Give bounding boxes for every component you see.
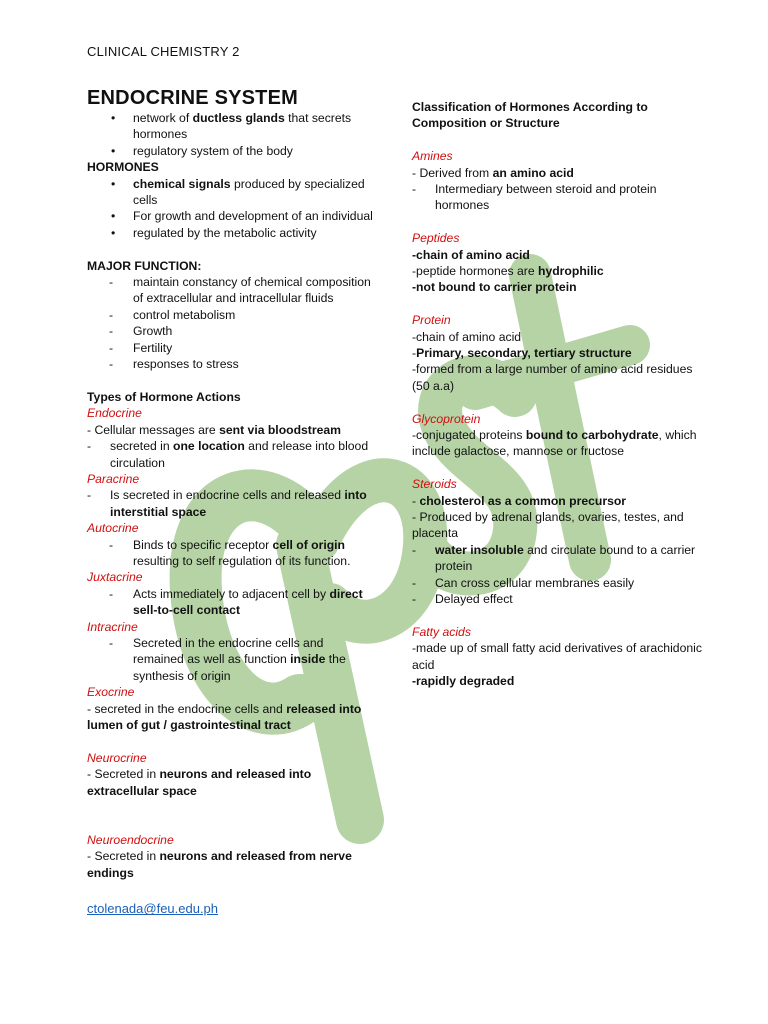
list-item: - water insoluble and circulate bound to a carrier protein — [412, 542, 696, 574]
dash-marker: - — [109, 324, 114, 339]
text-line: -Primary, secondary, tertiary structure — [412, 346, 632, 361]
text-line: - Secreted in neurons and released from nerve endings — [87, 849, 352, 880]
text-line: -chain of amino acid — [412, 247, 530, 262]
list-item: - Fertility — [109, 340, 173, 355]
list-item: • regulated by the metabolic activity — [111, 225, 317, 240]
text-line: -peptide hormones are hydrophilic — [412, 264, 604, 279]
subheading-neurocrine: Neurocrine — [87, 750, 147, 765]
list-item: • chemical signals produced by specialized cells — [111, 176, 365, 208]
dash-marker: - — [87, 439, 92, 454]
list-item: - responses to stress — [109, 357, 239, 372]
text-line: - secreted in the endocrine cells and released into lumen of gut / gastrointestinal tract — [87, 701, 362, 732]
dash-marker: - — [109, 537, 114, 552]
dash-marker: - — [109, 586, 114, 601]
dash-marker: - — [109, 307, 114, 322]
dash-marker: - — [412, 542, 417, 557]
list-item: - secreted in one location and release into blood circulation — [87, 439, 369, 470]
text-line: -conjugated proteins bound to carbohydrate, which include galactose, mannose or fructose — [412, 428, 697, 459]
list-item: - Can cross cellular membranes easily — [412, 575, 635, 590]
dash-marker: - — [412, 575, 417, 590]
list-item: • For growth and development of an individual — [111, 209, 373, 224]
bullet-marker: • — [111, 209, 116, 224]
dash-marker: - — [109, 357, 114, 372]
bullet-marker: • — [111, 225, 116, 240]
subheading-exocrine: Exocrine — [87, 685, 135, 700]
subheading-juxtacrine: Juxtacrine — [87, 570, 143, 585]
text-line: -made up of small fatty acid derivatives of arachidonic acid — [412, 641, 702, 672]
document-header: CLINICAL CHEMISTRY 2 — [87, 44, 240, 59]
text-line: -rapidly degraded — [412, 674, 515, 689]
dash-marker: - — [109, 275, 114, 290]
dash-marker: - — [87, 488, 92, 503]
page-title: ENDOCRINE SYSTEM — [87, 87, 299, 109]
list-item: - Is secreted in endocrine cells and released into interstitial space — [87, 488, 367, 519]
subheading-endocrine: Endocrine — [87, 406, 142, 421]
text-line: - Cellular messages are sent via bloodstream — [87, 422, 342, 437]
list-item: - Growth — [109, 324, 173, 339]
left-column — [87, 86, 377, 918]
list-item: - Secreted in the endocrine cells and remained as well as function inside the synthesis of origin — [109, 635, 346, 683]
section-heading-types: Types of Hormone Actions — [87, 389, 241, 404]
text-line: -chain of amino acid — [412, 329, 522, 344]
text-line: -formed from a large number of amino acid residues (50 a.a) — [412, 362, 693, 393]
section-heading-classification: Classification of Hormones According to Composition or Structure — [412, 100, 648, 131]
text-line: - Produced by adrenal glands, ovaries, testes, and placenta — [412, 510, 684, 541]
subheading-protein: Protein — [412, 313, 451, 328]
subheading-intracrine: Intracrine — [87, 619, 138, 634]
text-line: - cholesterol as a common precursor — [412, 493, 627, 508]
bullet-marker: • — [111, 111, 116, 125]
list-item: - Intermediary between steroid and protein hormones — [412, 182, 657, 213]
subheading-steroids: Steroids — [412, 477, 457, 492]
list-item: • regulatory system of the body — [111, 143, 293, 158]
list-item: - Delayed effect — [412, 592, 513, 607]
bullet-marker: • — [111, 143, 116, 158]
subheading-autocrine: Autocrine — [87, 521, 139, 536]
subheading-glycoprotein: Glycoprotein — [412, 411, 481, 426]
list-item: - Acts immediately to adjacent cell by direct sell-to-cell contact — [109, 586, 363, 618]
text-line: - Derived from an amino acid — [412, 165, 574, 180]
dash-marker: - — [412, 592, 417, 607]
text-line: - Secreted in neurons and released into extracellular space — [87, 767, 312, 798]
dash-marker: - — [109, 635, 114, 650]
list-item: • network of ductless glands that secrets hormones — [111, 111, 352, 142]
email-link[interactable]: ctolenada@feu.edu.ph — [87, 901, 219, 917]
subheading-amines: Amines — [412, 149, 453, 164]
subheading-paracrine: Paracrine — [87, 471, 140, 486]
dash-marker: - — [412, 182, 417, 197]
bullet-marker: • — [111, 176, 116, 191]
list-item: - Binds to specific receptor cell of origin resulting to self regulation of its function. — [109, 537, 351, 568]
section-heading-major-function: MAJOR FUNCTION: — [87, 258, 202, 273]
subheading-fatty-acids: Fatty acids — [412, 624, 471, 639]
subheading-peptides: Peptides — [412, 231, 460, 246]
list-item: - maintain constancy of chemical composition of extracellular and intracellular fluids — [109, 275, 371, 306]
subheading-neuroendocrine: Neuroendocrine — [87, 832, 174, 847]
list-item: - control metabolism — [109, 307, 236, 322]
text-line: -not bound to carrier protein — [412, 280, 577, 295]
dash-marker: - — [109, 340, 114, 355]
right-column — [412, 99, 702, 690]
section-heading-hormones: HORMONES — [87, 160, 159, 175]
